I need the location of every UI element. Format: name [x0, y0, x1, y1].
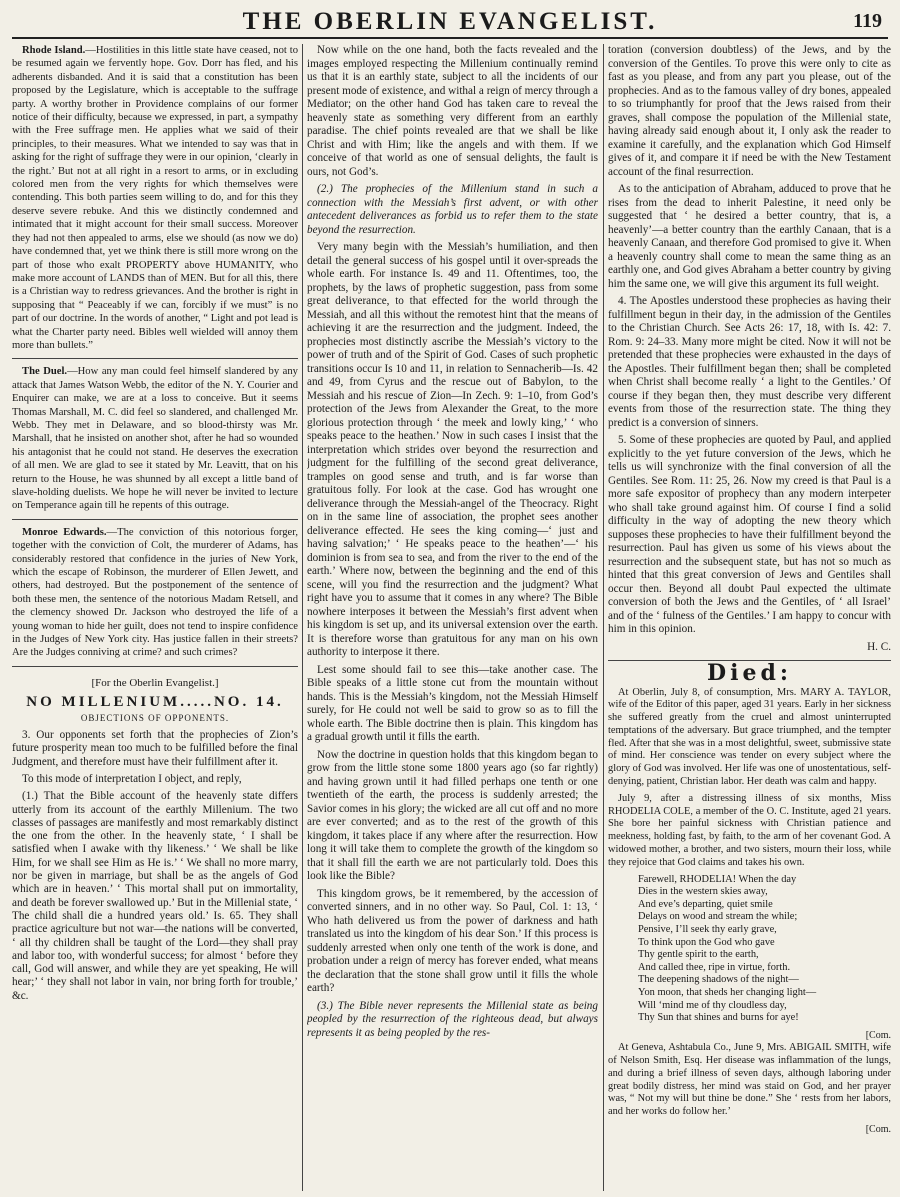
obituaries [608, 687, 891, 1137]
article-lead: The Duel. [22, 366, 68, 378]
poem-line: To think upon the God who gave [638, 936, 775, 948]
paragraph: toration (conversion doubtless) of the Jews, and by the conversion of the Gentiles. To prove this were only to cite as fast as you please, and from any part you please, out of the prophecies. And as to the famous valley of dry bones, appealed to so triumphantly for proof that the Jews raised from their graves, shall compose the population of the Millenial state, having already said enough about it, I only ask the reader to examine it carefully, and the explanation which God Himself gives of it, and compare it if need be with the New Testament account of the final resurrection. [608, 44, 891, 178]
paragraph: Now while on the one hand, both the facts revealed and the images employed respecting the Millenium continually remind us that it is an earthly state, subject to all the incidents of our present mode of existence, and withal a reign of mercy through a Mediator; on the other hand God has taken care to reveal the heavenly state as something very different from an earthly paradise. The chief points revealed are that we shall be like Christ and with Him; like the angels and with them. If we conceive of that world as one of sensual delights, the fault is ours, not God’s. [307, 44, 598, 178]
paragraph: 5. Some of these prophecies are quoted by Paul, and applied explicitly to the yet future conversion of the Jews, which he tells us will synchronize with the final conversion of all the Gentiles. See Rom. 11: 25, 26. Now my creed is that Paul is a more safe expositor of prophecy than any modern interpeter who shall take ground against him. Of course I find a solid difficulty in the way of adopting the new theory which supposes these prophecies to have their fulfillment beyond the resurrection. Paul has given us some of his views about the resurrection and the subsequent state, but has not so much as hinted that this great conversion of Jews and Gentiles shall occur then. Beyond all doubt Paul expected the ultimate conversion of both the Jews and the Gentiles, of ‘ all Israel’ and of the ‘ fulness of the Gentiles.’ I am happy to concur with him in this opinion. [608, 434, 891, 635]
poem-line: The deepening shadows of the night— [638, 974, 799, 986]
paragraph: 3. Our opponents set forth that the prophecies of Zion’s future prosperity mean too much to be fulfilled before the final Judgment, and therefore must have their fulfillment after it. [12, 729, 298, 768]
series-subtitle: OBJECTIONS OF OPPONENTS. [80, 712, 230, 723]
paragraph: This kingdom grows, be it remembered, by the accession of converted sinners, and in no other way. So Paul, Col. 1: 13, ‘ Who hath delivered us from the power of darkness and hath translated us into the kingdom of his dear Son.’ If this process is suddenly arrested when only one tenth of the work is done, and probation under a reign of mercy has forever ended, what means the declaration that the stone shall grow until it fills the whole earth? [307, 887, 598, 994]
source-note: [For the Oberlin Evangelist.] [91, 676, 219, 689]
obituary: At Geneva, Ashtabula Co., June 9, Mrs. ABIGAIL SMITH, wife of Nelson Smith, Esq. Her disease was inflammation of the lungs, and during a brief illness of seven days, although laboring under great bodily distress, her mind was staid on God, and her prayer was, “ Not my will but thine be done.” She ‘ rests from her labors, and her works do follow her.’ [608, 1042, 891, 1118]
poem [638, 874, 891, 1025]
article-rhode-island [12, 44, 298, 352]
article-duel [12, 365, 298, 512]
column-1 [12, 44, 298, 1191]
paragraph: (1.) That the Bible account of the heavenly state differs utterly from its account of the earthly Millenium. The two classes of passages are manifestly and most remarkably distinct the one from the other. In the heavenly state, ‘ I shall be satisfied when I awake with thy likeness.’ ‘ We shall be like Him, for we shall see Him as He is.’ ‘ We shall no more marry, nor be given in marriage, but shall be as the angels of God which are in heaven.’ ‘ This mortal shall put on immortality, and death be forever swallowed up.’ But in the Millenial state, ‘ The child shall die a hundred years old.’ Is. 65. They shall practice agriculture but not war—the nations will be converted, ‘ all thy children shall be taught of the Lord—they shall pray and labor too, with wonderful success; for almost ‘ before they call, God will answer, and while they are yet speaking, He will hear;’ ‘ they shall not labor in vain, nor bring forth for trouble,’ &c. [12, 790, 298, 1002]
article-monroe-edwards [12, 526, 298, 660]
paragraph: To this mode of interpretation I object, and reply, [22, 772, 242, 785]
paragraph: As to the anticipation of Abraham, adduced to prove that he rises from the dead to inherit Palestine, it need only be suggested that ‘ he desired a better country, that is, a heavenly’—a better country than the earthly Canaan, that is a heavenly Canaan, and therefore God promised to give it. When a heavenly country shall come to mean the same thing as an earthly one, and God gives Abraham a better country by giving him the same one, we will give this argument its full weight. [608, 183, 891, 290]
signature: H. C. [867, 640, 891, 653]
poem-line: Dies in the western skies away, [638, 886, 768, 898]
paragraph: (2.) The prophecies of the Millenium stand in such a connection with the Messiah’s first advent, or with other antecedent deliverances as forbid us to refer them to the state beyond the resurrection. [307, 183, 598, 236]
paragraph: Very many begin with the Messiah’s humiliation, and then detail the general success of his gospel until it over-spreads the whole earth. For instance Is. 49 and 11. Oftentimes, too, the prophets, by the laws of prophetic suggestion, pass from some great deliverance, to that effected for the world through the Messiah, and all this without the remotest hint that the means of achieving it are the resurrection and the judgment. Indeed, the prophecies most distinctly ascribe the Messiah’s victory to the power of truth and of the Spirit of God. Cases of such prophetic transitions occur Is 10 and 11, in relation to Sennacherib—Is. 42 and 49, from Cyrus and the rescue out of Babylon, to the Messiah and his rescue of Zion—In Zech. 9: 1–10, from God’s protection of the Jews from Alexander the Great, to the more glorious protection through ‘ the meek and lowly king,’ ‘ who speaks peace to the heathen.’ Now in such cases I insist that the interpretation which strides over beyond the resurrection and judgment for the fulfilling of the second great deliverance, tramples on good sense and truth, and is far worse than gratuitous folly. For look at the case. God has wrought one deliverance through the Messiah-angel of the Theocracy. Right on in the same line of association, the prophet sees another deliverance effected. He sees the king coming—‘ just and having salvation;’ ‘ He speaks peace to the heathen’—‘ his dominion is from sea to sea, and from the river to the end of the earth.’ Where now, between the beginning and the end of this scene, will you find the resurrection and the judgment? What right have you to assume that it comes in any where? The Bible nowhere interposes it between the Messiah’s first advent when his kingdom is set up, and its universal extension over the earth. It is therefore worse than gratuitous for any man on his own authority to interpose it there. [307, 241, 598, 658]
poem-line: Delays on wood and stream the while; [638, 911, 798, 923]
separator [12, 666, 298, 667]
column-divider [603, 44, 604, 1191]
paragraph: 4. The Apostles understood these prophecies as having their fulfillment begun in their day, in the admission of the Gentiles to the Christian Church. See Acts 26: 17, 18, with Is. 42: 7. Rom. 9: 24–33. Many more might be cited. Now it will not be pretended that these prophecies were exhausted in the days of the Apostles. Their fulfillment began then; shall be completed when Christ shall become really ‘ a light to the Gentiles.’ Of course if they began then, they must describe very different events from those of the resurrection state. The thing they predict is a conversion of sinners. [608, 295, 891, 429]
poem-line: Will ‘mind me of thy cloudless day, [638, 999, 787, 1011]
poem-line: Pensive, I’ll seek thy early grave, [638, 924, 777, 936]
separator [12, 519, 298, 520]
article-body: —The conviction of this notorious forger, together with the conviction of Colt, the murderer of Adams, has considerably restored that confidence in the juries of New York, which the escape of Robinson, the murderer of Ellen Jewett, and others, had destroyed. But the postponement of the sentence of both these men, the sentence of the notorious Madam Retsell, and the clemency showed Dr. Jackson who destroyed the life of a young woman to hide her guilt, does not tend to inspire confidence in the Judges of New York city. Has justice fallen in their streets? Are the Judges conniving at crime? and such crimes? [12, 526, 298, 659]
com-note: [Com. [865, 1029, 891, 1041]
newspaper-title: THE OBERLIN EVANGELIST. [242, 8, 658, 35]
column-divider [302, 44, 303, 1191]
page-number: 119 [853, 10, 882, 32]
paragraph: Now the doctrine in question holds that this kingdom began to grow from the little stone some 1800 years ago (so far rightly) and having grown until it had filled perhaps one tenth or one twentieth of the earth, the process is suddenly arrested; the Savior comes in his glory; the wicked are all cut off and no more are ever converted; and as to the rest of the growth of this kingdom, it takes place if any where after the resurrection. How long it will take them to complete the growth of the kingdom so that it shall fill the earth we are not particularly told. Does this look like the Bible? [307, 748, 598, 882]
poem-line: Yon moon, that sheds her changing light— [638, 987, 817, 998]
poem-line: Farewell, RHODELIA! When the day [638, 873, 797, 885]
poem-line: And eve’s departing, quiet smile [638, 898, 773, 910]
obituary: At Oberlin, July 8, of consumption, Mrs. MARY A. TAYLOR, wife of the Editor of this paper, aged 31 years. Early in her sickness she suffered greatly from the cruel and almost uninterrupted temptations of the adversary. But grace triumphed, and the tempter fled. After that she was in a most delightful, sweet, submissive state of mind. Her conscience was tender on every subject where the glory of God was involved. Her life was one of unostentatious, self-denying, patient, Christian labor. Her death was calm and happy. [608, 686, 891, 788]
article-lead: Monroe Edwards. [22, 526, 107, 538]
series-title: NO MILLENIUM.....NO. 14. [26, 694, 284, 711]
poem-line: And called thee, ripe in virtue, forth. [638, 961, 791, 973]
obituary: July 9, after a distressing illness of six months, Miss RHODELIA COLE, a member of the O. C. Institute, aged 21 years. She bore her painful sickness with Christian patience and meekness, holding fast, by faith, to the arm of her covenant God. A widowed mother, a brother, and two sisters, mourn their loss, while they rejoice that God claims and takes his own. [608, 792, 891, 868]
poem-line: Thy gentle spirit to the earth, [638, 949, 759, 961]
paragraph: (3.) The Bible never represents the Millenial state as being peopled by the resurrection of the righteous dead, but always represents it as being peopled by the res- [307, 999, 598, 1039]
died-heading: Died: [707, 660, 792, 686]
article-body: —How any man could feel himself slandered by any attack that James Watson Webb, the editor of the N. Y. Courier and Enquirer can make, we are at a loss to conceive. But it seems Thomas Marshall, M. C. did feel so slandered, and challenged Mr. Webb. They met in Delaware, and so blood-thirsty was Mr. Marshall, that he insisted on another shot, after he had so wounded his antagonist that he could not stand. He deserves the execration of all men. We are glad to see it stated by Mr. Leavitt, that on his return to the House, he was shunned by all except a little band of slave-holding duelists. We hope he will never be invited to lecture on Temperance again till he repents of this outrage. [12, 366, 298, 512]
poem-line: Thy Sun that shines and burns for aye! [638, 1012, 799, 1024]
column-3 [608, 44, 891, 1191]
article-body: —Hostilities in this little state have ceased, not to be resumed again we fervently hope. Gov. Dorr has fled, and his adherents disbanded. And it is said that a constitution has been proposed by the Legislature, which is acceptable to the suffrage party. A worthy brother in Providence complains of our former notice of their difficulty, because we expressed, in part, a sympathy with the Free suffrage men. He applies what we said of their principles, to their measures. What we intended to say was that in asking for the right of suffrage they were in our opinion, ‘clearly in the right.’ But not at all right in a resort to arms, or in excluding colored men from the very rights for which themselves were contending. This both parties seem willing to do, and for this they deserve severe rebuke. And this we distinctly condemned and intimated that it might account for their small success. Moreover they had not then appealed to arms, else we should (as now we do) have condemned that, yet we think there is still more wrong on the part of those who exalt PROPERTY above HUMANITY, who make more account of LANDS than of MEN. But for all this, there is a Christian way to redress grievances. And the brother is right in supposing that “ Peaceably if we can, forcibly if we must” is no part of our doctrine. In the words of another, “ Light and pot lead is what the Charter party need. Bibles well wielded will annoy them more than bullets.” [12, 45, 298, 351]
header-rule [12, 37, 888, 39]
com-note: [Com. [865, 1124, 891, 1136]
separator [12, 358, 298, 359]
paragraph: Lest some should fail to see this—take another case. The Bible speaks of a little stone cut from the mountain without hands. This is the Messiah’s kingdom, not the Messiah Himself surely, for He could not well be said to grow so as to fill the whole earth. The Bible doctrine then is plain. This kingdom has a gradual growth until it fills the earth. [307, 663, 598, 743]
article-lead: Rhode Island. [22, 45, 86, 56]
column-2 [307, 44, 598, 1191]
